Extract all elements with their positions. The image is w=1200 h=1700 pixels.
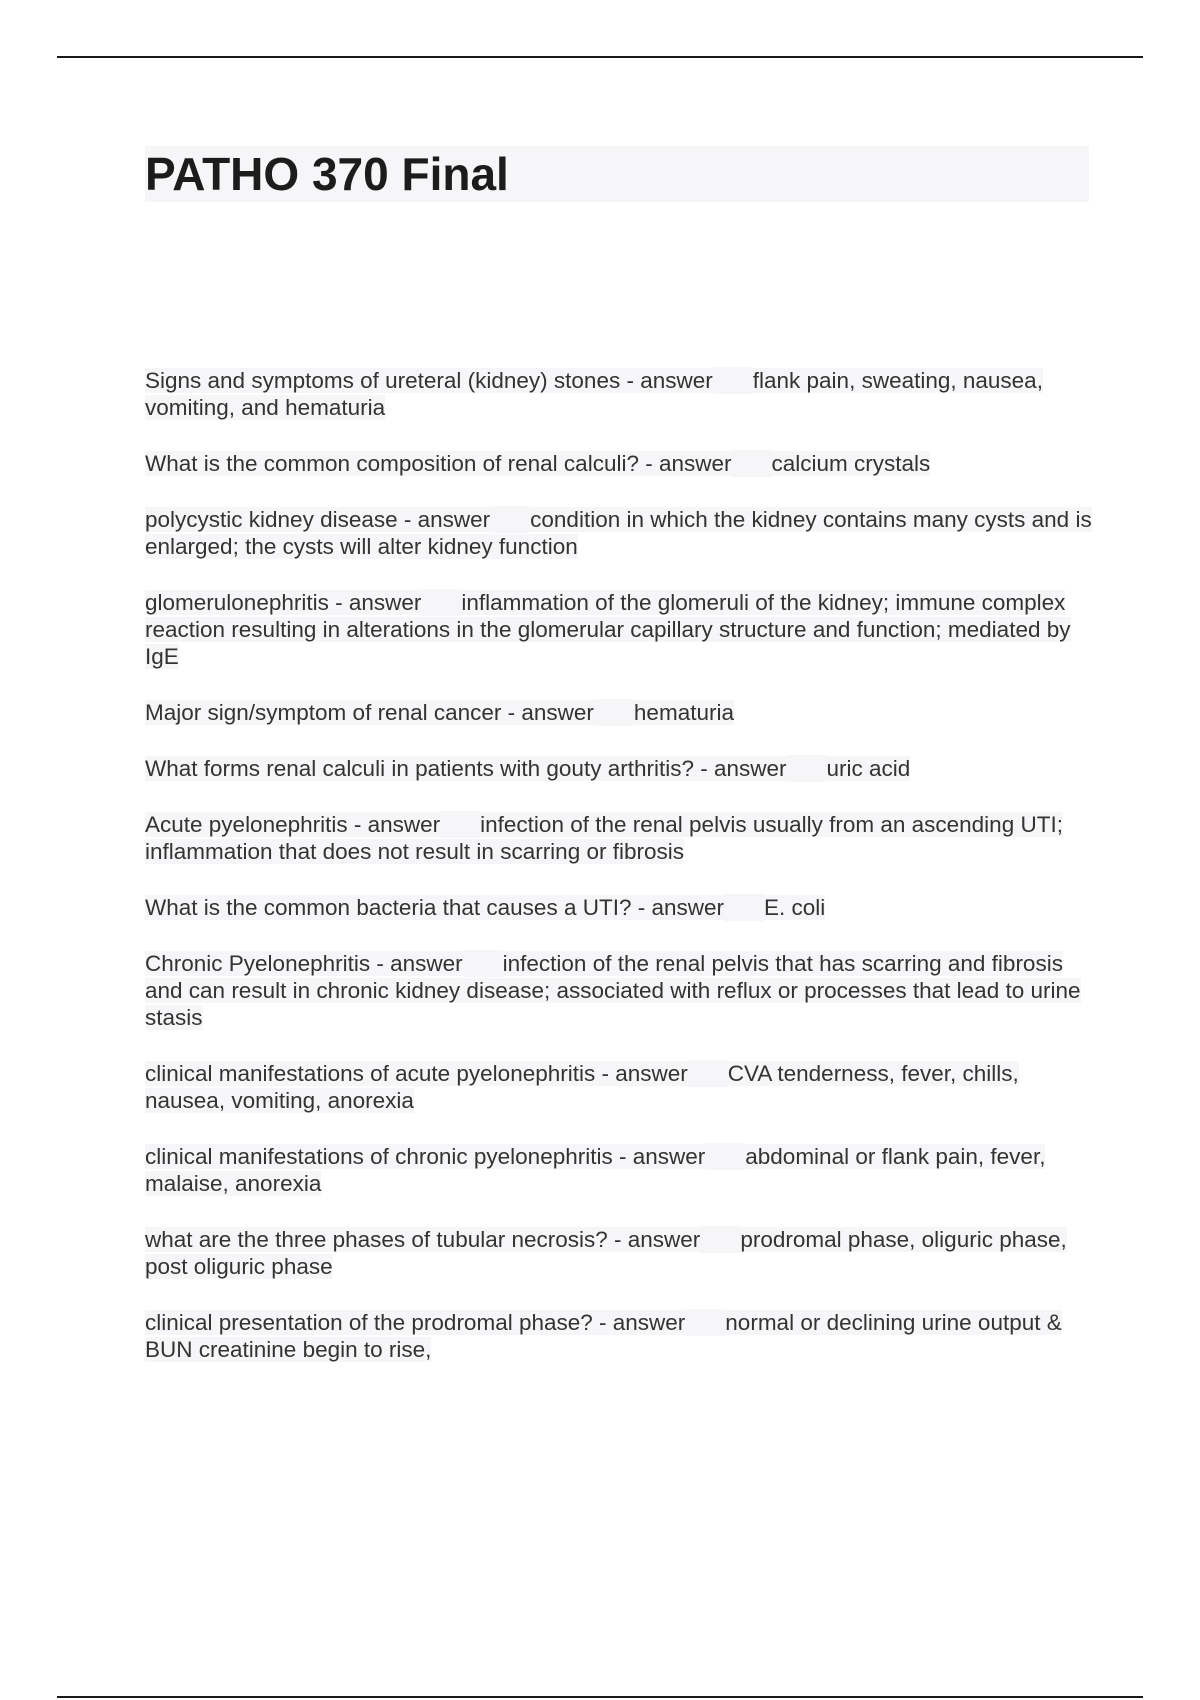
qa-definition: infection of the renal pelvis that has scarring and fibrosis and can result in chronic kidney disease; associated with reflux or processes that lead to urine stasis <box>145 951 1081 1030</box>
qa-term: Major sign/symptom of renal cancer - answer <box>145 700 594 725</box>
qa-term: Signs and symptoms of ureteral (kidney) stones - answer <box>145 368 713 393</box>
qa-item <box>145 589 1095 670</box>
qa-gap <box>490 506 530 533</box>
qa-definition: infection of the renal pelvis usually from an ascending UTI; inflammation that does not result in scarring or fibrosis <box>145 812 1063 864</box>
qa-gap <box>705 1143 745 1170</box>
qa-term: clinical presentation of the prodromal phase? - answer <box>145 1310 686 1335</box>
qa-gap <box>713 367 753 394</box>
qa-item <box>145 1060 1095 1114</box>
qa-item <box>145 506 1095 560</box>
qa-item <box>145 950 1095 1031</box>
qa-item <box>145 811 1095 865</box>
title-block <box>145 146 1089 202</box>
qa-term: What is the common composition of renal calculi? - answer <box>145 451 732 476</box>
qa-definition: calcium crystals <box>771 451 931 476</box>
qa-gap <box>421 589 461 616</box>
document-title: PATHO 370 Final <box>145 148 509 200</box>
qa-item <box>145 1309 1095 1363</box>
qa-term: clinical manifestations of acute pyelonephritis - answer <box>145 1061 688 1086</box>
qa-item <box>145 1143 1095 1197</box>
qa-item <box>145 755 1095 782</box>
footer-rule <box>57 1696 1143 1698</box>
qa-definition: flank pain, sweating, nausea, vomiting, and hematuria <box>145 368 1043 420</box>
qa-term: what are the three phases of tubular necrosis? - answer <box>145 1227 701 1252</box>
qa-term: glomerulonephritis - answer <box>145 590 422 615</box>
header-rule <box>57 56 1143 58</box>
qa-definition: normal or declining urine output & BUN creatinine begin to rise, <box>145 1310 1062 1362</box>
qa-definition: inflammation of the glomeruli of the kidney; immune complex reaction resulting in alterations in the glomerular capillary structure and function; mediated by IgE <box>145 590 1071 669</box>
qa-gap <box>685 1309 725 1336</box>
qa-definition: uric acid <box>826 756 911 781</box>
qa-term: Acute pyelonephritis - answer <box>145 812 441 837</box>
qa-list <box>145 367 1095 1392</box>
qa-definition: E. coli <box>764 895 826 920</box>
qa-item <box>145 450 1095 477</box>
qa-item <box>145 699 1095 726</box>
qa-term: What forms renal calculi in patients with gouty arthritis? - answer <box>145 756 787 781</box>
qa-gap <box>440 811 480 838</box>
qa-definition: prodromal phase, oliguric phase, post oliguric phase <box>145 1227 1067 1279</box>
qa-definition: condition in which the kidney contains many cysts and is enlarged; the cysts will alter kidney function <box>145 507 1092 559</box>
qa-definition: hematuria <box>633 700 734 725</box>
qa-gap <box>732 450 772 477</box>
qa-term: What is the common bacteria that causes a UTI? - answer <box>145 895 724 920</box>
qa-gap <box>724 894 764 921</box>
qa-definition: CVA tenderness, fever, chills, nausea, vomiting, anorexia <box>145 1061 1019 1113</box>
qa-gap <box>787 755 827 782</box>
qa-term: Chronic Pyelonephritis - answer <box>145 951 463 976</box>
qa-term: clinical manifestations of chronic pyelonephritis - answer <box>145 1144 706 1169</box>
qa-item <box>145 894 1095 921</box>
qa-item <box>145 1226 1095 1280</box>
qa-gap <box>463 950 503 977</box>
qa-gap <box>594 699 634 726</box>
qa-item <box>145 367 1095 421</box>
qa-gap <box>688 1060 728 1087</box>
qa-gap <box>700 1226 740 1253</box>
qa-term: polycystic kidney disease - answer <box>145 507 491 532</box>
qa-definition: abdominal or flank pain, fever, malaise, anorexia <box>145 1144 1046 1196</box>
